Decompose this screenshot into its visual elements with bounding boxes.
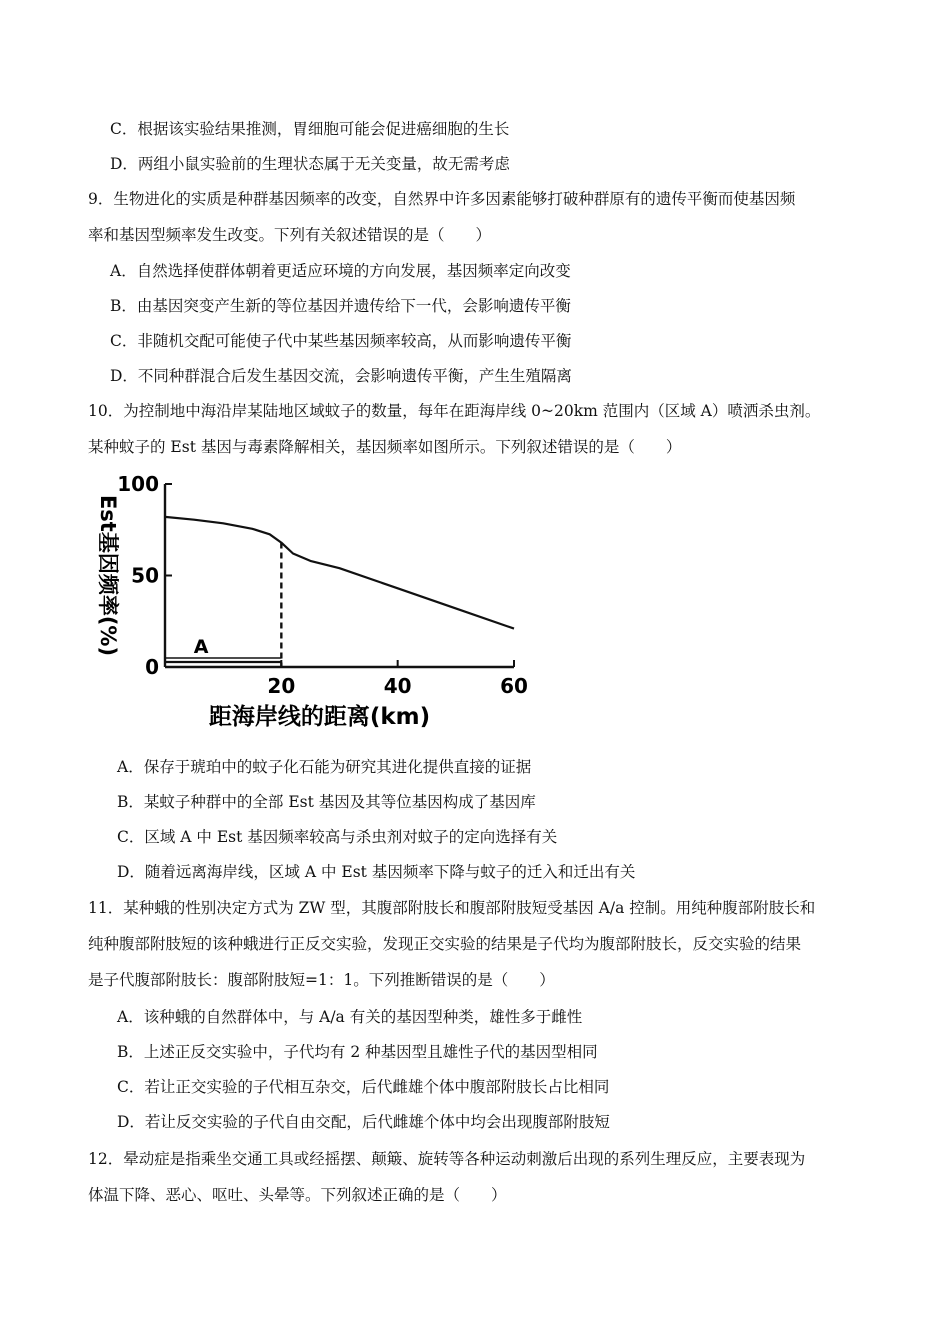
q11-stem-line-2: 纯种腹部附肢短的该种蛾进行正反交实验，发现正交实验的结果是子代均为腹部附肢长，反交实验的结果 [88, 935, 802, 953]
x-tick-label: 40 [383, 674, 412, 698]
region-a-label: A [193, 636, 209, 658]
q10-option-a: A．保存于琥珀中的蚊子化石能为研究其进化提供直接的证据 [117, 758, 532, 776]
q10-option-b: B．某蚊子种群中的全部 Est 基因及其等位基因构成了基因库 [117, 793, 536, 811]
q9-stem-line-1: 9．生物进化的实质是种群基因频率的改变，自然界中许多因素能够打破种群原有的遗传平衡而使基因频 [88, 190, 796, 208]
q8-option-d: D．两组小鼠实验前的生理状态属于无关变量，故无需考虑 [110, 155, 510, 173]
chart-plot-area [96, 472, 528, 730]
q9-option-a: A．自然选择使群体朝着更适应环境的方向发展，基因频率定向改变 [110, 262, 571, 280]
x-tick-label: 60 [500, 674, 528, 698]
q9-option-b: B．由基因突变产生新的等位基因并遗传给下一代，会影响遗传平衡 [110, 297, 571, 315]
q11-stem-line-3: 是子代腹部附肢长：腹部附肢短=1：1。下列推断错误的是（ ） [88, 971, 555, 989]
q11-option-a: A．该种蛾的自然群体中，与 A/a 有关的基因型种类，雄性多于雌性 [117, 1008, 583, 1026]
est-gene-frequency-chart [80, 470, 550, 735]
q8-option-c: C．根据该实验结果推测，胃细胞可能会促进癌细胞的生长 [110, 120, 510, 138]
y-tick-label: 100 [117, 472, 159, 496]
q10-stem-line-2: 某种蚊子的 Est 基因与毒素降解相关，基因频率如图所示。下列叙述错误的是（ ） [88, 438, 682, 456]
q12-stem-line-2: 体温下降、恶心、呕吐、头晕等。下列叙述正确的是（ ） [88, 1186, 507, 1204]
q9-option-c: C．非随机交配可能使子代中某些基因频率较高，从而影响遗传平衡 [110, 332, 572, 350]
y-tick-label: 0 [145, 655, 159, 679]
q10-option-c: C．区域 A 中 Est 基因频率较高与杀虫剂对蚊子的定向选择有关 [117, 828, 558, 846]
x-tick-label: 20 [267, 674, 296, 698]
q11-option-c: C．若让正交实验的子代相互杂交，后代雌雄个体中腹部附肢长占比相同 [117, 1078, 610, 1096]
series-line-est-frequency [165, 517, 514, 629]
q10-stem-line-1: 10．为控制地中海沿岸某陆地区域蚊子的数量，每年在距海岸线 0~20km 范围内（区域 A）喷洒杀虫剂。 [88, 402, 821, 420]
y-axis-title: Est基因频率(%) [96, 494, 120, 657]
x-axis-title: 距海岸线的距离(km) [208, 704, 431, 730]
q11-stem-line-1: 11．某种蛾的性别决定方式为 ZW 型，其腹部附肢长和腹部附肢短受基因 A/a 控制。用纯种腹部附肢长和 [88, 899, 816, 917]
q9-option-d: D．不同种群混合后发生基因交流，会影响遗传平衡，产生生殖隔离 [110, 367, 572, 385]
q11-option-b: B．上述正反交实验中，子代均有 2 种基因型且雄性子代的基因型相同 [117, 1043, 598, 1061]
y-tick-label: 50 [131, 563, 159, 588]
q9-stem-line-2: 率和基因型频率发生改变。下列有关叙述错误的是（ ） [88, 226, 492, 244]
q11-option-d: D．若让反交实验的子代自由交配，后代雌雄个体中均会出现腹部附肢短 [117, 1113, 610, 1131]
q12-stem-line-1: 12．晕动症是指乘坐交通工具或经摇摆、颠簸、旋转等各种运动刺激后出现的系列生理反应，主要表现为 [88, 1150, 806, 1168]
q10-option-d: D．随着远离海岸线，区域 A 中 Est 基因频率下降与蚊子的迁入和迁出有关 [117, 863, 636, 881]
